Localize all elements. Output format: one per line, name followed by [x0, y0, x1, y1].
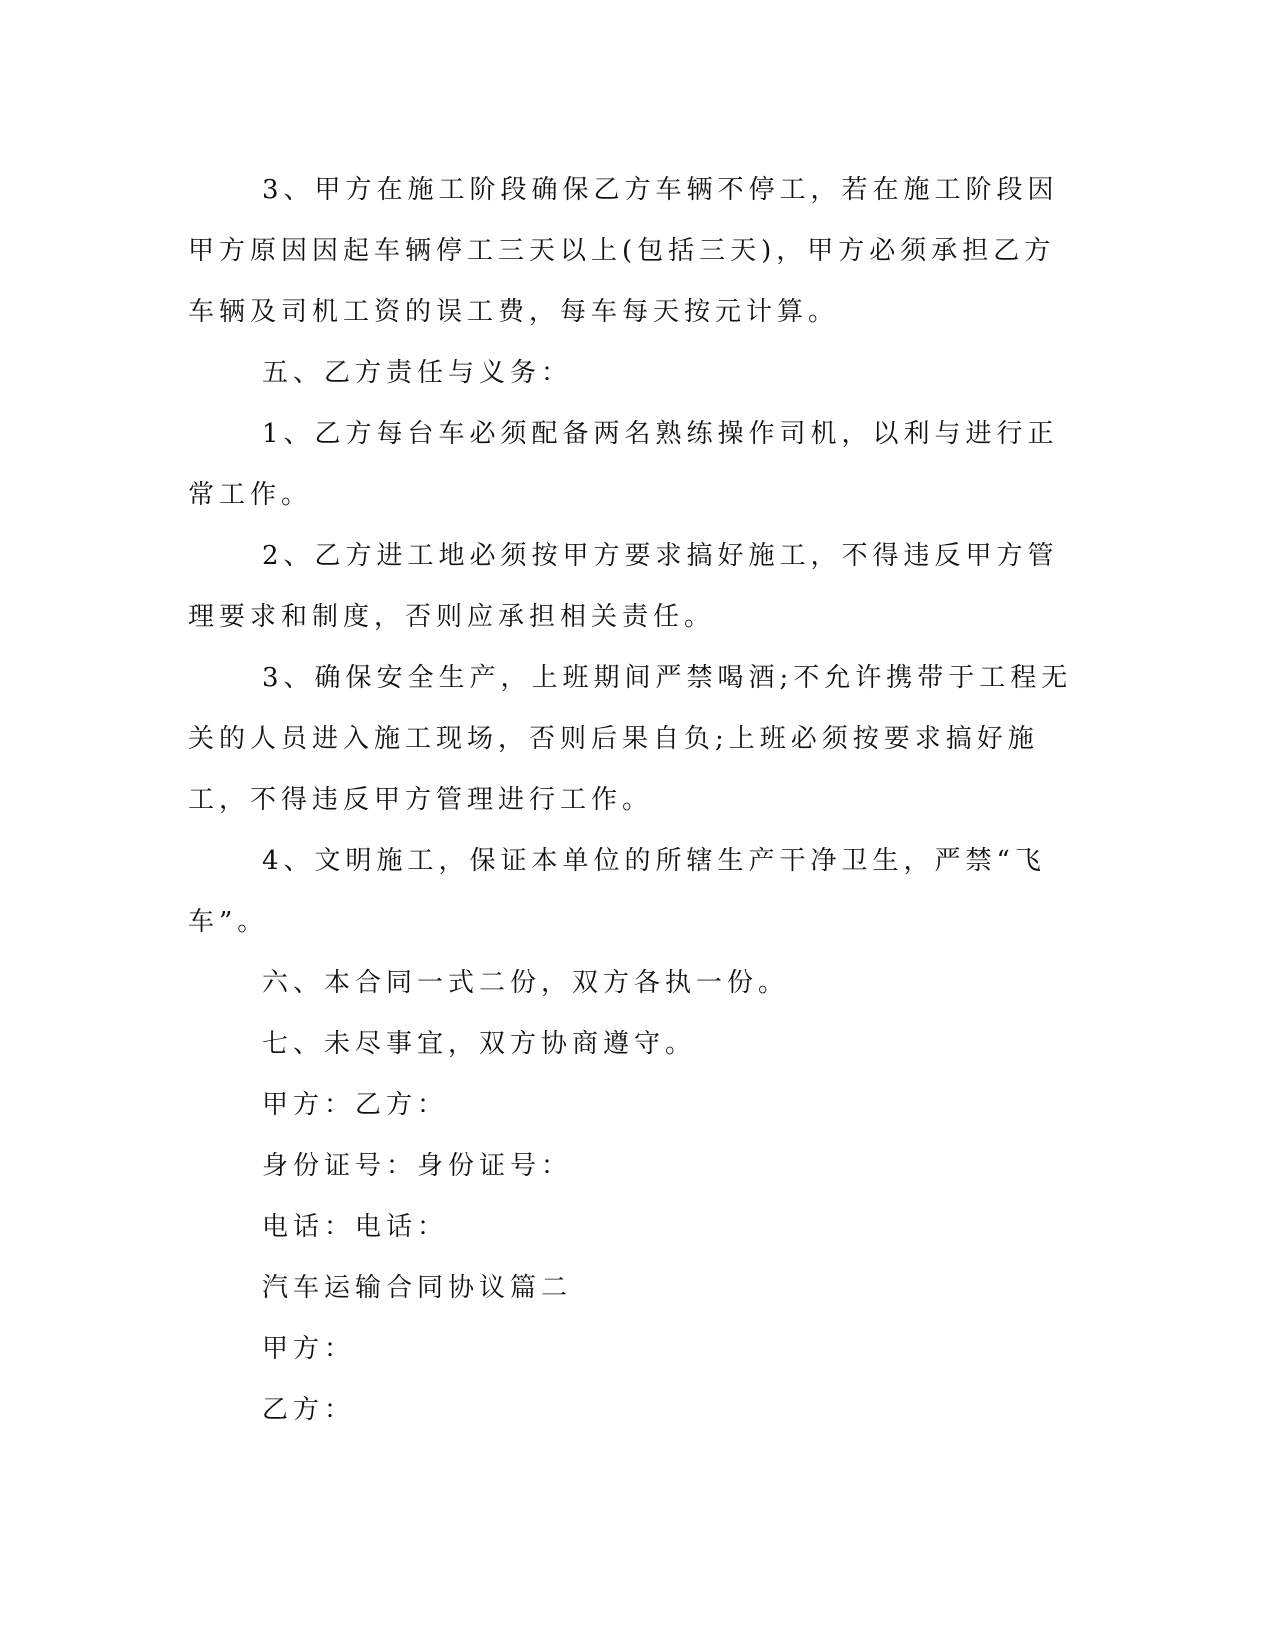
paragraph-clause-4-3: 3、甲方在施工阶段确保乙方车辆不停工，若在施工阶段因甲方原因因起车辆停工三天以上(包括三天)，甲方必须承担乙方车辆及司机工资的误工费，每车每天按元计算。 [188, 175, 1059, 327]
party-b-line: 乙方： [262, 1395, 356, 1425]
party-a-line: 甲方： [262, 1334, 356, 1364]
section-heading-party-b-duties: 五、乙方责任与义务： [262, 358, 573, 388]
signature-phone-line: 电话：电话： [262, 1212, 449, 1242]
document-body [188, 160, 1073, 1441]
paragraph-clause-5-3: 3、确保安全生产，上班期间严禁喝酒;不允许携带于工程无关的人员进入施工现场，否则后果自负;上班必须按要求搞好施工，不得违反甲方管理进行工作。 [188, 663, 1073, 815]
paragraph-clause-7: 七、未尽事宜，双方协商遵守。 [262, 1029, 697, 1059]
paragraph-clause-6: 六、本合同一式二份，双方各执一份。 [262, 968, 790, 998]
paragraph-clause-5-1: 1、乙方每台车必须配备两名熟练操作司机，以利与进行正常工作。 [188, 419, 1059, 510]
paragraph-clause-5-4: 4、文明施工，保证本单位的所辖生产干净卫生，严禁“飞车”。 [188, 846, 1046, 937]
contract-title-part-two: 汽车运输合同协议篇二 [262, 1273, 573, 1303]
paragraph-clause-5-2: 2、乙方进工地必须按甲方要求搞好施工，不得违反甲方管理要求和制度，否则应承担相关责任。 [188, 541, 1059, 632]
signature-id-line: 身份证号：身份证号： [262, 1151, 573, 1181]
signature-parties-line: 甲方：乙方： [262, 1090, 449, 1120]
